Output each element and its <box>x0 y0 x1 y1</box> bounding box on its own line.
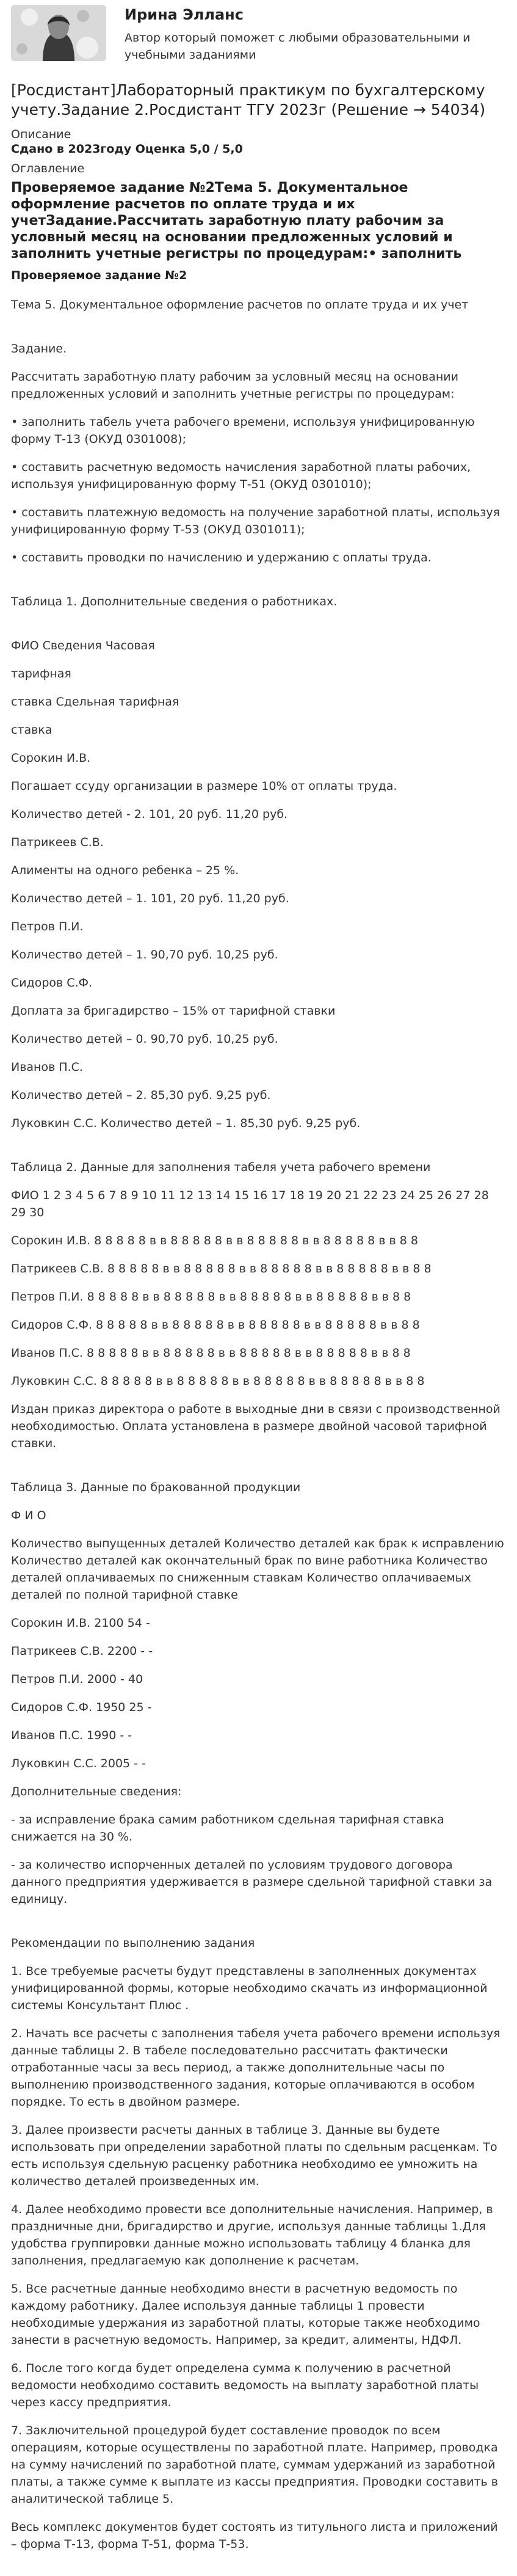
body-paragraph: Ф И О <box>11 1509 46 1522</box>
page-title: [Росдистант]Лабораторный практикум по бухгалтерскому учету.Задание 2.Росдистант ТГУ 2023г (Решение → 54034) <box>11 81 486 119</box>
body-paragraph: Дополнительные сведения: <box>11 1785 182 1798</box>
body-paragraph: • составить расчетную ведомость начисления заработной платы рабочих, используя унифицированную форму Т-51 (ОКУД 0301010); <box>11 461 471 491</box>
body-paragraph: Патрикеев С.В. 8 8 8 8 8 в в 8 8 8 8 8 в в 8 8 8 8 8 в в 8 8 8 8 8 в в 8 8 <box>11 1262 432 1275</box>
body-paragraph: Алименты на одного ребенка – 25 %. <box>11 864 239 877</box>
body-paragraph: тарифная <box>11 667 71 680</box>
body-paragraph: Луковкин С.С. Количество детей – 1. 85,30 руб. 9,25 руб. <box>11 1117 361 1130</box>
body-paragraph: Петров П.И. 2000 - 40 <box>11 1673 143 1686</box>
body-paragraph: • составить платежную ведомость на получение заработной платы, используя унифицированную форму Т-53 (ОКУД 0301011); <box>11 506 501 536</box>
body-paragraph: Задание. <box>11 342 67 356</box>
body-paragraph: Иванов П.С. 8 8 8 8 8 в в 8 8 8 8 8 в в 8 8 8 8 8 в в 8 8 8 8 8 в в 8 8 <box>11 1346 411 1360</box>
body-paragraph: Иванов П.С. 1990 - - <box>11 1729 132 1742</box>
body-paragraph: Патрикеев С.В. 2200 - - <box>11 1644 153 1658</box>
body-paragraph: ставка Сдельная тарифная <box>11 695 179 709</box>
body-paragraph: Рекомендации по выполнению задания <box>11 1936 255 1950</box>
document-body <box>11 296 506 2553</box>
body-paragraph: Сорокин И.В. 8 8 8 8 8 в в 8 8 8 8 8 в в 8 8 8 8 8 в в 8 8 8 8 8 в в 8 8 <box>11 1234 418 1247</box>
body-paragraph: Патрикеев С.В. <box>11 836 104 849</box>
body-paragraph: Сидоров С.Ф. 8 8 8 8 8 в в 8 8 8 8 8 в в 8 8 8 8 8 в в 8 8 8 8 8 в в 8 8 <box>11 1318 420 1332</box>
body-paragraph: Таблица 3. Данные по бракованной продукции <box>11 1481 301 1494</box>
body-paragraph: Тема 5. Документальное оформление расчетов по оплате труда и их учет <box>11 298 469 312</box>
body-paragraph: Количество выпущенных деталей Количество деталей как брак к исправлению Количество деталей как окончательный брак по вине работника Количество деталей оплачиваемых по сниженным ставкам Количество оплачиваемых деталей по полной тарифной ставке <box>11 1537 504 1602</box>
body-paragraph: ФИО Сведения Часовая <box>11 639 155 652</box>
body-paragraph: 3. Далее произвести расчеты данных в таблице 3. Данные вы будете использовать при определении заработной платы по сдельным расценкам. То есть используя сдельную расценку работника необходимо ее умножить на количество деталей произведенных им. <box>11 2123 497 2188</box>
author-info <box>125 6 479 64</box>
task-heading: Проверяемое задание №2Тема 5. Документальное оформление расчетов по оплате труда и их учетЗадание.Рассчитать заработную плату рабочим за условный месяц на основании предложенных условий и заполнить учетные регистры по процедурам:• заполнить <box>11 180 462 261</box>
body-paragraph: Рассчитать заработную плату рабочим за условный месяц на основании предложенных условий и заполнить учетные регистры по процедурам: <box>11 370 459 401</box>
author-name[interactable]: Ирина Элланс <box>125 6 244 23</box>
body-paragraph: Количество детей – 2. 85,30 руб. 9,25 руб. <box>11 1089 271 1102</box>
author-avatar[interactable] <box>11 5 106 61</box>
body-paragraph: Таблица 2. Данные для заполнения табеля учета рабочего времени <box>11 1161 431 1174</box>
body-paragraph: Иванов П.С. <box>11 1060 83 1074</box>
body-paragraph: ставка <box>11 723 52 737</box>
body-paragraph: Доплата за бригадирство – 15% от тарифной ставки <box>11 1004 336 1018</box>
body-paragraph: 5. Все расчетные данные необходимо внести в расчетную ведомость по каждому работнику. Далее используя данные таблицы 1 провести необходимые удержания из заработной платы, которые также необходимо занести в расчетную ведомость. Например, за кредит, алименты, НДФЛ. <box>11 2282 480 2347</box>
body-paragraph: 7. Заключительной процедурой будет составление проводок по всем операциям, которые осуществлены по заработной плате. Например, проводка на сумму начислений по заработной плате, суммам удержаний из заработной платы, а также сумме к выплате из кассы предприятия. Проводки составить в аналитической таблице 5. <box>11 2424 498 2506</box>
body-paragraph: Таблица 1. Дополнительные сведения о работниках. <box>11 595 338 608</box>
body-paragraph: Петров П.И. 8 8 8 8 8 в в 8 8 8 8 8 в в 8 8 8 8 8 в в 8 8 8 8 8 в в 8 8 <box>11 1290 411 1304</box>
description-label: Описание <box>11 128 71 141</box>
body-paragraph: • составить проводки по начислению и удержанию с оплаты труда. <box>11 551 432 564</box>
author-description: Автор который поможет с любыми образовательными и учебными заданиями <box>125 31 471 62</box>
body-paragraph: - за исправление брака самим работником сдельная тарифная ставка снижается на 30 %. <box>11 1813 444 1844</box>
body-paragraph: Луковкин С.С. 8 8 8 8 8 в в 8 8 8 8 8 в в 8 8 8 8 8 в в 8 8 8 8 8 в в 8 8 <box>11 1374 425 1388</box>
body-paragraph: Луковкин С.С. 2005 - - <box>11 1757 146 1770</box>
task-subheading: Проверяемое задание №2 <box>11 269 187 282</box>
body-paragraph: Сидоров С.Ф. <box>11 976 92 990</box>
body-paragraph: 6. После того когда будет определена сумма к получению в расчетной ведомости необходимо составить ведомость на выплату заработной платы через кассу предприятия. <box>11 2362 479 2409</box>
body-paragraph: Издан приказ директора о работе в выходные дни в связи с производственной необходимостью. Оплата установлена в размере двойной часовой тарифной ставки. <box>11 1403 501 1450</box>
body-paragraph: 1. Все требуемые расчеты будут представлены в заполненных документах унифицированной формы, которые необходимо скачать из информационной системы Консультант Плюс . <box>11 1965 488 2012</box>
body-paragraph: • заполнить табель учета рабочего времени, используя унифицированную форму Т-13 (ОКУД 0301008); <box>11 415 475 446</box>
body-paragraph: Сорокин И.В. <box>11 751 91 765</box>
body-paragraph: Петров П.И. <box>11 920 84 933</box>
body-paragraph: - за количество испорченных деталей по условиям трудового договора данного предприятия удерживается в размере сдельной тарифной ставки за единицу. <box>11 1858 493 1906</box>
submission-meta: Сдано в 2023году Оценка 5,0 / 5,0 <box>11 142 243 156</box>
body-paragraph: Количество детей – 1. 90,70 руб. 10,25 руб. <box>11 948 278 961</box>
author-card <box>11 0 506 61</box>
body-paragraph: Количество детей – 0. 90,70 руб. 10,25 руб. <box>11 1032 278 1046</box>
body-paragraph: Весь комплекс документов будет состоять из титульного листа и приложений – форма Т-13, форма Т-51, форма Т-53. <box>11 2520 498 2551</box>
toc-label: Оглавление <box>11 162 85 175</box>
body-paragraph: Количество детей – 1. 101, 20 руб. 11,20 руб. <box>11 892 289 905</box>
body-paragraph: Сидоров С.Ф. 1950 25 - <box>11 1701 152 1714</box>
body-paragraph: Сорокин И.В. 2100 54 - <box>11 1616 150 1630</box>
body-paragraph: Погашает ссуду организации в размере 10% от оплаты труда. <box>11 779 397 793</box>
body-paragraph: 2. Начать все расчеты с заполнения табеля учета рабочего времени используя данные таблицы 2. В табеле последовательно рассчитать фактически отработанные часы за весь период, а также дополнительные часы по выполнению производственного задания, которые оплачиваются в особом порядке. То есть в двойном размере. <box>11 2027 501 2109</box>
body-paragraph: ФИО 1 2 3 4 5 6 7 8 9 10 11 12 13 14 15 16 17 18 19 20 21 22 23 24 25 26 27 28 29 30 <box>11 1189 489 1219</box>
body-paragraph: Количество детей - 2. 101, 20 руб. 11,20 руб. <box>11 808 288 821</box>
avatar-photo-icon <box>11 5 106 61</box>
body-paragraph: 4. Далее необходимо провести все дополнительные начисления. Например, в праздничные дни, бригадирство и другие, используя данные таблицы 1.Для удобства группировки данные можно использовать таблицу 4 бланка для заполнения, предлагаемую как дополнение к расчетам. <box>11 2203 493 2268</box>
